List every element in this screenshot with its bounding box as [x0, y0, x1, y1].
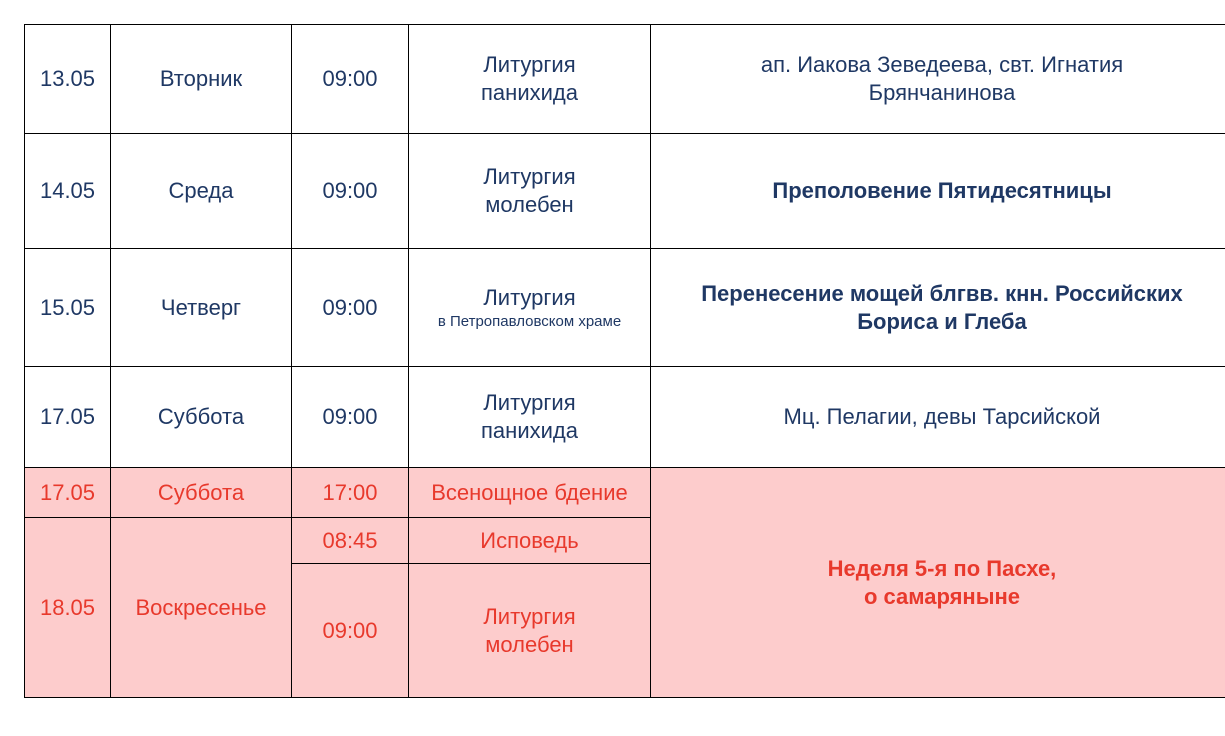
service-cell: [409, 249, 651, 367]
service-cell: [409, 25, 651, 134]
date-cell: 17.05: [25, 468, 111, 518]
day-cell: Суббота: [111, 468, 292, 518]
time-cell: 09:00: [292, 134, 409, 249]
date-cell: 14.05: [25, 134, 111, 249]
feast-line: о самаряныне: [863, 583, 1021, 609]
feast-cell: [651, 25, 1225, 134]
feast-line: Неделя 5-я по Пасхе,: [827, 555, 1057, 581]
table-row: [25, 249, 1225, 367]
service-line: Литургия: [483, 603, 576, 629]
table-row: [25, 367, 1225, 468]
feast-line: Бориса и Глеба: [857, 308, 1027, 334]
feast-cell: [651, 468, 1225, 698]
date-cell: 18.05: [25, 518, 111, 698]
day-cell: Суббота: [111, 367, 292, 468]
service-line: Литургия: [483, 390, 576, 415]
feast-cell: [651, 249, 1225, 367]
time-cell: 09:00: [292, 249, 409, 367]
time-cell: 09:00: [292, 564, 409, 698]
date-cell: 13.05: [25, 25, 111, 134]
table-row: [25, 25, 1225, 134]
feast-line: Преполовение Пятидесятницы: [772, 178, 1112, 203]
service-cell: Всенощное бдение: [409, 468, 651, 518]
service-cell: [409, 134, 651, 249]
date-cell: 15.05: [25, 249, 111, 367]
service-note: в Петропавловском храме: [437, 312, 622, 330]
service-line: панихида: [481, 80, 578, 105]
service-line: Литургия: [483, 164, 576, 189]
service-line: молебен: [485, 192, 574, 217]
time-cell: 17:00: [292, 468, 409, 518]
service-line: Литургия: [483, 52, 576, 77]
service-line: Литургия: [483, 284, 576, 310]
feast-cell: [651, 134, 1225, 249]
schedule-table: [24, 24, 1225, 698]
service-cell: [409, 367, 651, 468]
feast-line: ап. Иакова Зеведеева, свт. Игнатия: [760, 52, 1124, 77]
table-row: [25, 134, 1225, 249]
service-cell: [409, 564, 651, 698]
day-cell: Воскресенье: [111, 518, 292, 698]
service-cell: Исповедь: [409, 518, 651, 564]
time-cell: 09:00: [292, 367, 409, 468]
day-cell: Четверг: [111, 249, 292, 367]
table-row-highlight: [25, 468, 1225, 518]
service-line: панихида: [481, 418, 578, 443]
time-cell: 09:00: [292, 25, 409, 134]
day-cell: Среда: [111, 134, 292, 249]
service-line: молебен: [485, 631, 574, 657]
feast-line: Брянчанинова: [868, 80, 1016, 105]
day-cell: Вторник: [111, 25, 292, 134]
date-cell: 17.05: [25, 367, 111, 468]
feast-cell: Мц. Пелагии, девы Тарсийской: [651, 367, 1225, 468]
time-cell: 08:45: [292, 518, 409, 564]
feast-line: Перенесение мощей блгвв. кнн. Российских: [701, 280, 1183, 306]
